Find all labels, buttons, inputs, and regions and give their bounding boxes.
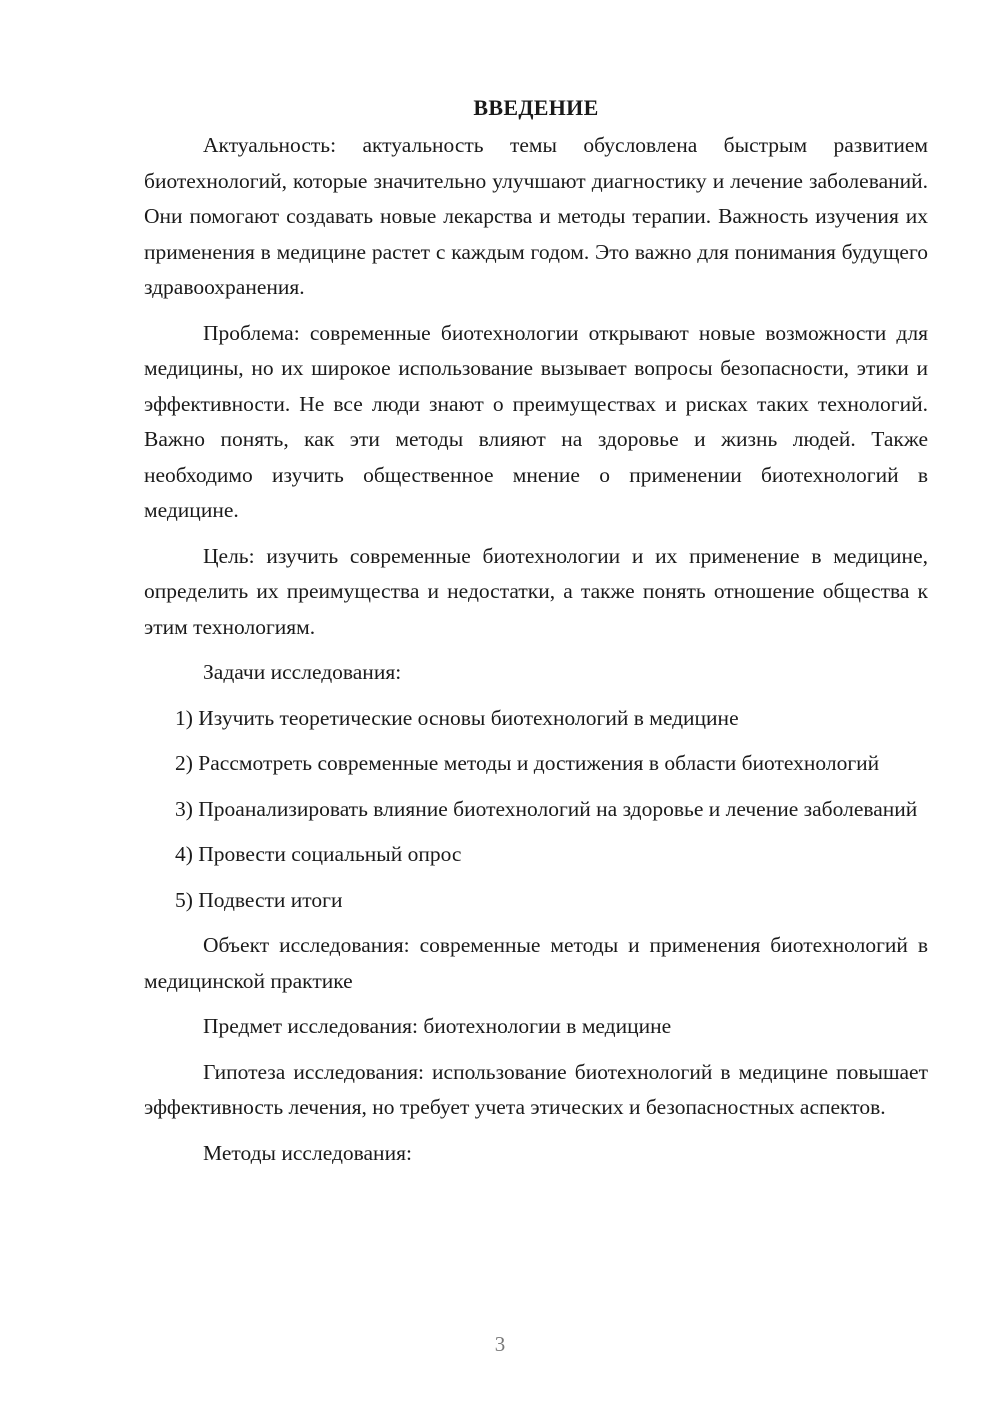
paragraph-object: Объект исследования: современные методы и применения биотехнологий в медицинской практике <box>144 933 928 993</box>
page-title: ВВЕДЕНИЕ <box>473 95 599 120</box>
paragraph-methods: Методы исследования: <box>203 1140 412 1165</box>
paragraph-subject: Предмет исследования: биотехнологии в медицине <box>203 1014 672 1038</box>
document-page <box>144 90 928 1181</box>
list-item: 5) Подвести итоги <box>175 887 343 912</box>
list-item: 1) Изучить теоретические основы биотехнологий в медицине <box>175 705 739 730</box>
paragraph-relevance: Актуальность: актуальность темы обусловлена быстрым развитием биотехнологий, которые значительно улучшают диагностику и лечение заболеваний. Они помогают создавать новые лекарства и методы терапии. Важность изучения их применения в медицине растет с каждым годом. Это важно для понимания будущего здравоохранения. <box>144 133 928 299</box>
list-item: 2) Рассмотреть современные методы и достижения в области биотехнологий <box>175 751 880 775</box>
tasks-list <box>144 701 928 919</box>
page-number: 3 <box>494 1332 506 1356</box>
tasks-heading: Задачи исследования: <box>203 660 402 684</box>
list-item: 3) Проанализировать влияние биотехнологий на здоровье и лечение заболеваний <box>175 796 918 821</box>
paragraph-hypothesis: Гипотеза исследования: использование биотехнологий в медицине повышает эффективность лечения, но требует учета этических и безопасностных аспектов. <box>144 1059 928 1119</box>
paragraph-goal: Цель: изучить современные биотехнологии и их применение в медицине, определить их преимущества и недостатки, а также понять отношение общества к этим технологиям. <box>144 543 928 639</box>
list-item: 4) Провести социальный опрос <box>175 842 462 866</box>
paragraph-problem: Проблема: современные биотехнологии открывают новые возможности для медицины, но их широкое использование вызывает вопросы безопасности, этики и эффективности. Не все люди знают о преимуществах и рисках таких технологий. Важно понять, как эти методы влияют на здоровье и жизнь людей. Также необходимо изучить общественное мнение о применении биотехнологий в медицине. <box>144 320 928 522</box>
